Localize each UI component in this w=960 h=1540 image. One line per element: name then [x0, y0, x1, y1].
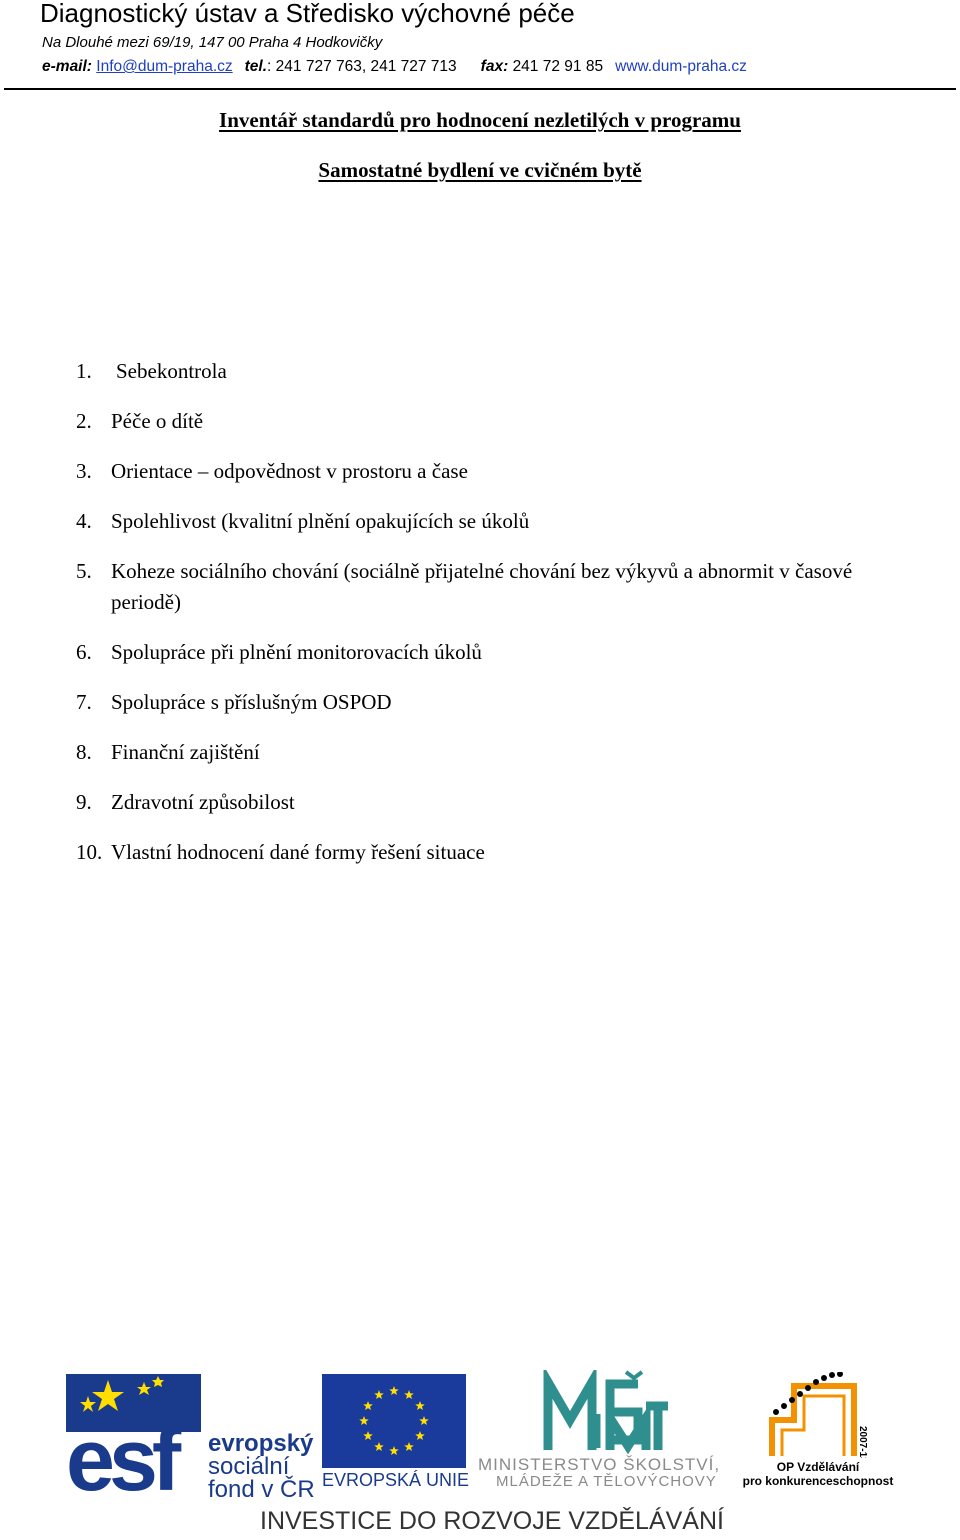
footer-tagline: INVESTICE DO ROZVOJE VZDĚLÁVÁNÍ: [260, 1507, 724, 1535]
op-line-2: pro konkurenceschopnost: [742, 1474, 894, 1488]
website-link[interactable]: www.dum-praha.cz: [615, 58, 747, 75]
standards-list: [76, 356, 906, 887]
list-item: 7. Spolupráce s příslušným OSPOD: [76, 690, 392, 714]
msmt-mark-icon: [478, 1370, 728, 1454]
esf-logo: [66, 1374, 316, 1503]
fax-value: 241 72 91 85: [512, 58, 604, 75]
contact-line: [42, 58, 747, 76]
msmt-logo: [478, 1370, 728, 1494]
esf-line-2: sociální: [208, 1453, 290, 1480]
eu-caption: EVROPSKÁ UNIE: [322, 1470, 470, 1490]
list-item: 4. Spolehlivost (kvalitní plnění opakujících se úkolů: [76, 509, 530, 533]
tel-label: tel.: [244, 58, 268, 75]
list-item: 9. Zdravotní způsobilost: [76, 790, 295, 814]
header-divider: [4, 88, 956, 90]
list-item: 6. Spolupráce při plnění monitorovacích úkolů: [76, 640, 482, 664]
document-title: Inventář standardů pro hodnocení nezletilých v programu: [219, 108, 741, 132]
op-line-1: OP Vzdělávání: [776, 1460, 860, 1474]
list-item: 2. Péče o dítě: [76, 409, 204, 433]
msmt-line-1: MINISTERSTVO ŠKOLSTVÍ,: [478, 1455, 721, 1474]
fax-label: fax:: [480, 58, 509, 75]
esf-mark-icon: [66, 1374, 206, 1494]
document-subtitle: Samostatné bydlení ve cvičném bytě: [318, 158, 642, 182]
op-years: 2007-13: [857, 1426, 868, 1458]
list-item: 1. Sebekontrola: [76, 359, 227, 383]
esf-line-3: fond v ČR: [208, 1476, 315, 1503]
list-item: 5. Koheze sociálního chování (sociálně přijatelné chování bez výkyvů a abnormit v časové periodě): [76, 559, 853, 614]
organization-name: Diagnostický ústav a Středisko výchovné péče: [40, 0, 575, 28]
organization-address: Na Dlouhé mezi 69/19, 147 00 Praha 4 Hodkovičky: [42, 34, 383, 51]
msmt-line-2: MLÁDEŽE A TĚLOVÝCHOVY: [496, 1473, 717, 1490]
op-vk-mark-icon: [736, 1372, 900, 1458]
list-item: 8. Finanční zajištění: [76, 740, 260, 764]
tel-value: : 241 727 763, 241 727 713: [267, 58, 457, 75]
list-item: 10. Vlastní hodnocení dané formy řešení situace: [76, 840, 485, 864]
eu-logo: [322, 1374, 468, 1492]
list-item: 3. Orientace – odpovědnost v prostoru a čase: [76, 459, 468, 483]
op-vk-logo: [736, 1372, 900, 1494]
eu-flag-icon: [322, 1374, 466, 1468]
email-link[interactable]: Info@dum-praha.cz: [96, 58, 233, 75]
svg-text:esf: esf: [66, 1410, 176, 1494]
email-label: e-mail:: [42, 58, 92, 75]
esf-line-1: evropský: [208, 1430, 314, 1457]
